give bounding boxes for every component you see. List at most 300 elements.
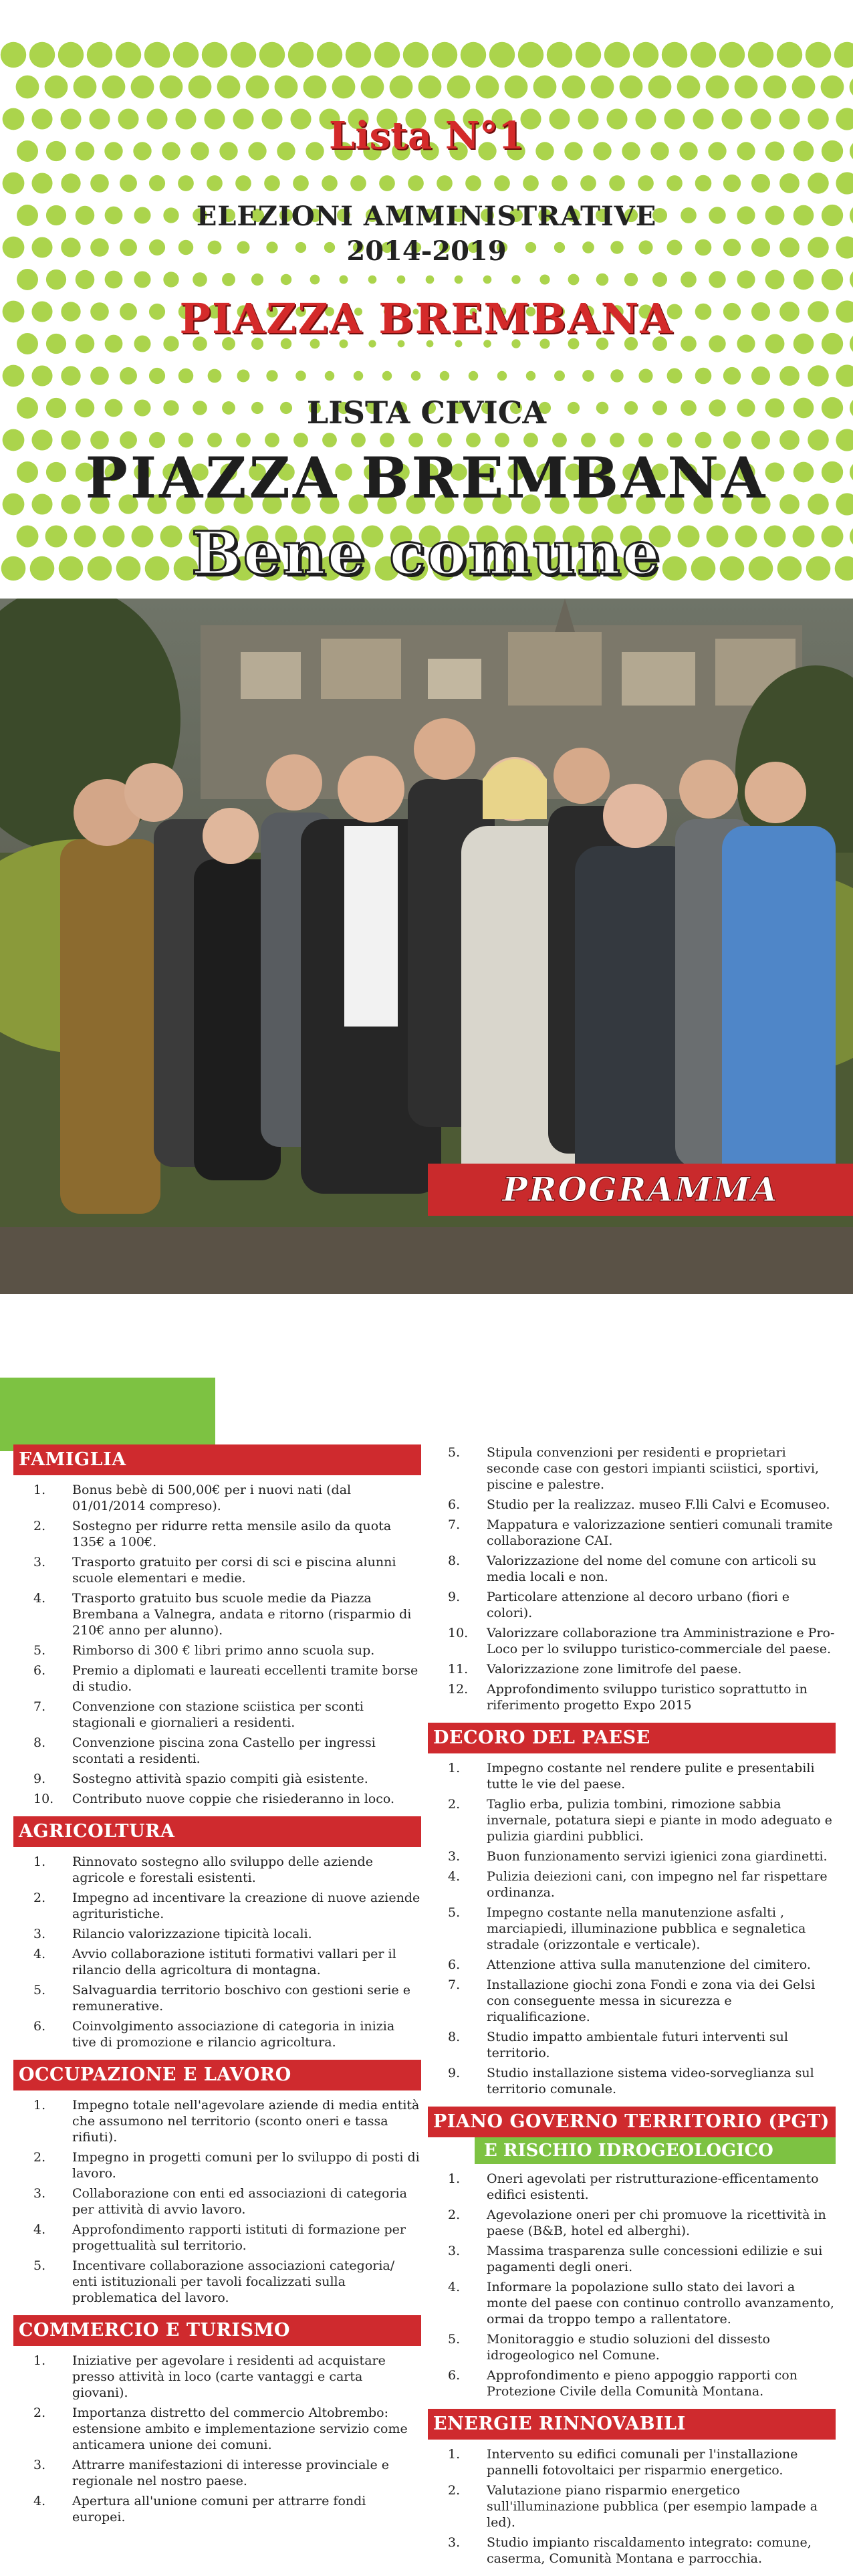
green-dot <box>231 42 256 68</box>
program-item-text: Approfondimento sviluppo turistico soprattutto in riferimento progetto Expo 2015 <box>487 1682 808 1713</box>
commercio-turismo-continuation <box>428 1444 836 1713</box>
program-item <box>13 2018 421 2050</box>
green-dot <box>207 175 223 191</box>
green-dot <box>763 76 787 99</box>
program-item-number: 12. <box>448 1682 469 1697</box>
green-dot <box>834 42 853 68</box>
program-item-number: 3. <box>33 1555 46 1570</box>
program-item-text: Massima trasparenza sulle concessioni edilizie e sui pagamenti degli oneri. <box>487 2244 823 2274</box>
program-item-number: 7. <box>448 1977 461 1992</box>
program-item <box>13 2353 421 2401</box>
program-item <box>428 2207 836 2239</box>
election-years: 2014-2019 <box>346 235 507 267</box>
program-item <box>13 1699 421 1731</box>
program-item-number: 10. <box>33 1792 54 1806</box>
section-heading: COMMERCIO E TURISMO <box>13 2315 421 2346</box>
program-item <box>428 1681 836 1713</box>
green-dot <box>706 76 729 99</box>
section-heading: PIANO GOVERNO TERRITORIO (PGT) <box>428 2107 836 2137</box>
green-dot <box>61 366 80 385</box>
program-item <box>428 1517 836 1549</box>
program-item <box>428 2367 836 2399</box>
program-item <box>428 1589 836 1621</box>
program-section <box>13 2315 421 2525</box>
green-dot <box>461 42 486 68</box>
green-dot <box>90 174 109 193</box>
green-dot <box>418 76 442 99</box>
green-dot <box>691 42 716 68</box>
program-item-number: 5. <box>448 2332 461 2347</box>
green-dot <box>178 368 193 383</box>
green-dot <box>149 368 165 384</box>
program-item-text: Studio impatto ambientale futuri interventi sul territorio. <box>487 2030 788 2060</box>
green-dot <box>45 76 68 99</box>
program-item-text: Intervento su edifici comunali per l'installazione pannelli fotovoltaici per risparmio energetico. <box>487 2447 798 2478</box>
program-item <box>428 1625 836 1657</box>
green-dot <box>350 175 366 191</box>
green-dot <box>3 173 25 195</box>
program-item-text: Studio impianto riscaldamento integrato: comune, caserma, Comunità Montana e parrocchia. <box>487 2535 812 2566</box>
program-item-text: Stipula convenzioni per residenti e proprietari seconde case con gestori impianti sciistici, sportivi, piscine e palestre. <box>487 1445 819 1492</box>
program-item-number: 6. <box>448 1497 461 1512</box>
program-item-text: Premio a diplomati e laureati eccellenti tramite borse di studio. <box>72 1663 418 1694</box>
program-item-number: 3. <box>448 1849 461 1864</box>
green-dot <box>582 370 594 382</box>
green-dot <box>609 175 625 191</box>
green-dot <box>494 175 510 191</box>
green-dot <box>751 366 770 385</box>
program-item <box>13 1926 421 1942</box>
program-item-text: Studio per la realizzaz. museo F.lli Calvi e Ecomuseo. <box>487 1497 830 1512</box>
green-dot <box>748 42 773 68</box>
program-item-number: 6. <box>33 2019 46 2034</box>
program-item-text: Importanza distretto del commercio Altobrembo: estensione ambito e implementazione servizio come anticamera unione dei comuni. <box>72 2405 408 2452</box>
green-dot <box>850 76 853 99</box>
green-dot <box>58 42 84 68</box>
program-item <box>428 2279 836 2327</box>
program-item-number: 1. <box>33 1483 46 1497</box>
green-dot <box>31 173 52 193</box>
green-dot <box>794 270 814 290</box>
green-dot <box>765 270 785 290</box>
green-tab <box>0 1378 215 1451</box>
program-item-number: 4. <box>448 2280 461 2294</box>
program-item <box>13 1590 421 1638</box>
program-item-text: Valorizzare collaborazione tra Amministrazione e Pro-Loco per lo sviluppo turistico-commerciale del paese. <box>487 1626 835 1656</box>
green-dot <box>677 76 701 99</box>
green-dot <box>131 76 154 99</box>
green-dot <box>638 368 652 383</box>
green-dot <box>777 42 802 68</box>
green-dot <box>259 42 285 68</box>
green-dot <box>411 371 420 381</box>
green-dot <box>465 175 481 191</box>
program-item-number: 4. <box>33 1947 46 1961</box>
program-item-number: 3. <box>33 2186 46 2201</box>
green-dot <box>116 42 141 68</box>
green-dot <box>293 175 309 191</box>
program-item <box>13 1735 421 1767</box>
green-dot <box>432 42 457 68</box>
green-dot <box>662 42 687 68</box>
program-item-text: Contributo nuove coppie che risiederanno in loco. <box>72 1792 395 1806</box>
green-dot <box>836 172 853 194</box>
green-dot <box>497 371 507 381</box>
green-dot <box>638 175 654 191</box>
green-dot <box>808 365 829 387</box>
green-dot <box>3 365 25 387</box>
program-item-text: Iniziative per agevolare i residenti ad acquistare presso attività in loco (carte vantaggi e carta giovani). <box>72 2353 386 2400</box>
program-item-text: Approfondimento rapporti istituti di formazione per progettualità sul territorio. <box>72 2222 406 2253</box>
program-item-number: 2. <box>448 2483 461 2498</box>
program-item-number: 10. <box>448 1626 469 1640</box>
green-dot <box>120 175 137 192</box>
green-dot <box>208 369 222 383</box>
program-item <box>13 2457 421 2489</box>
program-item <box>428 1553 836 1585</box>
program-item-text: Taglio erba, pulizia tombini, rimozione sabbia invernale, potatura siepi e piante in modo adeguato e pulizia giardini pubblici. <box>487 1797 832 1844</box>
program-item-text: Valorizzazione zone limitrofe del paese. <box>487 1662 742 1677</box>
section-heading: ENERGIE RINNOVABILI <box>428 2409 836 2440</box>
program-item-text: Impegno costante nel rendere pulite e presentabili tutte le vie del paese. <box>487 1761 815 1792</box>
program-item-number: 3. <box>33 2458 46 2472</box>
green-dot <box>295 370 306 381</box>
program-section <box>428 2409 836 2567</box>
green-dot <box>382 371 392 381</box>
green-dot <box>76 270 95 290</box>
program-item <box>428 2243 836 2275</box>
green-dot <box>303 76 327 99</box>
green-dot <box>149 175 165 191</box>
program-item-text: Oneri agevolati per ristrutturazione-efficentamento edifici esistenti. <box>487 2171 819 2202</box>
program-item-number: 1. <box>33 1854 46 1869</box>
green-dot <box>489 42 515 68</box>
program-item-text: Mappatura e valorizzazione sentieri comunali tramite collaborazione CAI. <box>487 1517 833 1548</box>
program-item <box>428 2029 836 2061</box>
program-item-number: 2. <box>33 2405 46 2420</box>
green-dot <box>822 269 843 290</box>
program-item-number: 7. <box>448 1517 461 1532</box>
green-dot <box>325 371 334 381</box>
program-item-number: 5. <box>33 1983 46 1998</box>
program-item <box>13 2405 421 2453</box>
program-item-text: Impegno in progetti comuni per lo sviluppo di posti di lavoro. <box>72 2150 420 2181</box>
green-dot <box>596 274 609 286</box>
green-dot <box>390 76 413 99</box>
program-item-number: 3. <box>448 2535 461 2550</box>
program-item-text: Rilancio valorizzazione tipicità locali. <box>72 1927 312 1941</box>
program-item-text: Monitoraggio e studio soluzioni del dissesto idrogeologico nel Comune. <box>487 2332 770 2363</box>
green-dot <box>695 175 712 192</box>
green-dot <box>620 76 643 99</box>
program-item <box>428 2446 836 2478</box>
green-dot <box>483 276 492 284</box>
program-item-text: Impegno costante nella manutenzione asfalti , marciapiedi, illuminazione pubblica e segnaletica stradale (orizzontale e verticale). <box>487 1905 806 1952</box>
program-item-number: 1. <box>448 2447 461 2462</box>
program-item-number: 1. <box>448 2171 461 2186</box>
program-right-column <box>428 1444 836 2576</box>
program-item-number: 8. <box>33 1735 46 1750</box>
green-dot <box>624 273 638 286</box>
green-dot <box>723 175 741 192</box>
program-item <box>428 1977 836 2025</box>
program-item-text: Attenzione attiva sulla manutenzione del cimitero. <box>487 1957 811 1972</box>
section-heading: AGRICOLTURA <box>13 1816 421 1847</box>
program-item <box>428 1796 836 1844</box>
program-item-number: 7. <box>33 1699 46 1714</box>
program-item-number: 1. <box>33 2353 46 2368</box>
programma-banner: PROGRAMMA <box>428 1164 853 1216</box>
green-dot <box>17 269 38 290</box>
green-dot <box>666 175 683 191</box>
green-dot <box>719 42 745 68</box>
program-item <box>13 1518 421 1550</box>
program-item-number: 2. <box>33 2150 46 2165</box>
program-item <box>428 2171 836 2203</box>
program-item-number: 4. <box>33 2494 46 2508</box>
green-dot <box>217 76 241 99</box>
program-item-number: 2. <box>33 1519 46 1533</box>
program-item-text: Rimborso di 300 € libri primo anno scuola sup. <box>72 1643 375 1658</box>
program-item-text: Agevolazione oneri per chi promuove la ricettività in paese (B&B, hotel ed alberghi). <box>487 2208 826 2238</box>
green-dot <box>189 76 212 99</box>
program-item-number: 11. <box>448 1662 469 1677</box>
green-dot <box>667 368 683 384</box>
program-item-text: Convenzione con stazione sciistica per sconti stagionali e giornalieri a residenti. <box>72 1699 364 1730</box>
green-dot <box>403 42 429 68</box>
green-dot <box>779 366 800 386</box>
program-left-column <box>13 1444 421 2535</box>
green-dot <box>87 42 112 68</box>
green-dot <box>354 371 363 381</box>
green-dot <box>322 175 338 191</box>
program-item <box>13 1854 421 1886</box>
green-dot <box>455 276 463 284</box>
green-dot <box>547 42 572 68</box>
program-item-text: Incentivare collaborazione associazioni categoria/ enti istituzionali per tavoli focalizzati sulla problematica del lavoro. <box>72 2258 395 2305</box>
program-item <box>13 1662 421 1695</box>
green-dot <box>31 365 52 386</box>
program-item <box>13 1946 421 1978</box>
section-heading: FAMIGLIA <box>13 1444 421 1475</box>
program-item-number: 2. <box>448 2208 461 2222</box>
green-dot <box>806 42 831 68</box>
program-item-number: 5. <box>448 1445 461 1460</box>
green-dot <box>173 42 199 68</box>
program-item <box>13 1982 421 2014</box>
green-dot <box>723 367 741 385</box>
green-dot <box>737 270 755 288</box>
program-item-text: Installazione giochi zona Fondi e zona via dei Gelsi con conseguente messa in sicurezza e riqualificazione. <box>487 1977 816 2024</box>
program-item <box>428 1497 836 1513</box>
program-item-text: Sostegno per ridurre retta mensile asilo da quota 135€ a 100€. <box>72 1519 392 1549</box>
program-item-text: Particolare attenzione al decoro urbano (fiori e colori). <box>487 1590 790 1620</box>
program-item-text: Sostegno attività spazio compiti già esistente. <box>72 1772 368 1786</box>
program-item <box>13 2185 421 2218</box>
program-item-number: 4. <box>448 1869 461 1884</box>
section-heading: DECORO DEL PAESE <box>428 1723 836 1753</box>
green-dot <box>193 272 207 287</box>
green-dot <box>447 76 471 99</box>
program-item-text: Trasporto gratuito per corsi di sci e piscina alunni scuole elementari e medie. <box>72 1555 396 1586</box>
program-item-number: 4. <box>33 2222 46 2237</box>
program-item <box>13 1482 421 1514</box>
program-item <box>13 2097 421 2145</box>
green-dot <box>332 76 356 99</box>
program-item-text: Impegno ad incentivare la creazione di nuove aziende agrituristiche. <box>72 1891 420 1921</box>
green-dot <box>61 173 80 193</box>
green-dot <box>505 76 528 99</box>
green-dot <box>562 76 586 99</box>
program-item <box>428 1760 836 1792</box>
program-item-text: Pulizia deiezioni cani, con impegno nel far rispettare ordinanza. <box>487 1869 828 1900</box>
green-dot <box>440 371 449 381</box>
program-item <box>428 1868 836 1901</box>
program-section <box>428 2107 836 2399</box>
program-item <box>428 1905 836 1953</box>
program-item <box>13 1890 421 1922</box>
program-item-number: 9. <box>33 1772 46 1786</box>
program-item-text: Buon funzionamento servizi igienici zona giardinetti. <box>487 1849 828 1864</box>
green-dot <box>317 42 342 68</box>
green-dot <box>246 76 269 99</box>
program-item <box>13 2258 421 2306</box>
program-item-number: 6. <box>448 2368 461 2383</box>
cover <box>0 0 853 599</box>
green-dot <box>346 42 371 68</box>
program-item <box>13 1554 421 1586</box>
green-dot <box>178 175 194 191</box>
green-dot <box>709 271 725 288</box>
green-dot <box>120 367 137 385</box>
program-item-text: Convenzione piscina zona Castello per ingressi scontati a residenti. <box>72 1735 376 1766</box>
green-dot <box>288 42 314 68</box>
program-item-text: Approfondimento e pieno appoggio rapporti con Protezione Civile della Comunità Montana. <box>487 2368 798 2399</box>
program-item-text: Bonus bebè di 500,00€ per i nuovi nati (dal 01/01/2014 compreso). <box>72 1483 352 1513</box>
green-dot <box>580 175 596 191</box>
green-dot <box>591 76 614 99</box>
green-dot <box>408 175 424 191</box>
lista-name: PIAZZA BREMBANA <box>85 445 768 511</box>
green-dot <box>251 274 263 286</box>
program-item-number: 8. <box>448 2030 461 2044</box>
green-dot <box>202 42 227 68</box>
program-item-text: Coinvolgimento associazione di categoria in inizia tive di promozione e rilancio agricoltura. <box>72 2019 395 2050</box>
program-item-text: Apertura all'unione comuni per attrarre fondi europei. <box>72 2494 366 2525</box>
green-dot <box>523 175 539 191</box>
lista-number: Lista N°1 <box>329 114 524 158</box>
green-dot <box>511 275 520 284</box>
green-dot <box>437 175 453 191</box>
green-dot <box>1 42 26 68</box>
green-dot <box>222 273 235 286</box>
program-item-text: Salvaguardia territorio boschivo con gestioni serie e remunerative. <box>72 1983 410 2014</box>
program-item-text: Valorizzazione del nome del comune con articoli su media locali e non. <box>487 1553 816 1584</box>
green-dot <box>652 272 667 287</box>
program-item-text: Rinnovato sostegno allo sviluppo delle aziende agricole e forestali esistenti. <box>72 1854 373 1885</box>
program-item-number: 3. <box>448 2244 461 2258</box>
program-item-number: 8. <box>448 1553 461 1568</box>
program-item <box>13 2149 421 2181</box>
program-item-number: 3. <box>33 1927 46 1941</box>
program-item <box>428 1661 836 1677</box>
program-item <box>428 1848 836 1864</box>
program-item-text: Trasporto gratuito bus scuole medie da Piazza Brembana a Valnegra, andata e ritorno (risparmio di 210€ anno per alunno). <box>72 1591 412 1638</box>
green-dot <box>610 369 623 382</box>
green-dot <box>779 173 800 193</box>
program-item-text: Valutazione piano risparmio energetico sull'illuminazione pubblica (per esempio lampade a led). <box>487 2483 818 2530</box>
program-item-number: 2. <box>33 1891 46 1905</box>
green-dot <box>576 42 601 68</box>
green-dot <box>374 42 400 68</box>
program-item-text: Impegno totale nell'agevolare aziende di media entità che assumono nel territorio (sconto oneri e tassa rifiuti). <box>72 2098 420 2145</box>
green-dot <box>735 76 758 99</box>
program-item <box>13 1791 421 1807</box>
green-dot <box>426 276 435 284</box>
green-dot <box>134 271 150 288</box>
green-dot <box>160 76 183 99</box>
cover-top-band <box>0 0 853 41</box>
program-item-text: Collaborazione con enti ed associazioni di categoria per attività di avvio lavoro. <box>72 2186 407 2217</box>
program-item-number: 1. <box>448 1761 461 1776</box>
green-dot <box>808 173 829 194</box>
green-dot <box>850 268 853 291</box>
green-dot <box>102 76 126 99</box>
program-item <box>428 1444 836 1493</box>
green-dot <box>648 76 672 99</box>
program-item-number: 5. <box>33 1643 46 1658</box>
section-subheading: E RISCHIO IDROGEOLOGICO <box>475 2137 836 2164</box>
green-dot <box>340 276 348 284</box>
green-dot <box>533 76 557 99</box>
program-section <box>428 1723 836 2097</box>
program-item-number: 9. <box>448 2066 461 2080</box>
lista-civica-label: LISTA CIVICA <box>306 395 547 431</box>
program-item-text: Attrarre manifestazioni di interesse provinciale e regionale nel nostro paese. <box>72 2458 390 2488</box>
green-dot <box>281 274 291 285</box>
program-item <box>13 1642 421 1658</box>
green-dot <box>235 175 251 191</box>
green-dot <box>604 42 630 68</box>
program-item-number: 1. <box>33 2098 46 2113</box>
lista-slogan: Bene comune <box>191 518 662 588</box>
green-dot <box>74 76 97 99</box>
green-dot <box>397 276 406 284</box>
green-dot <box>144 42 170 68</box>
green-dot <box>552 175 568 191</box>
program-item-text: Informare la popolazione sullo stato dei lavori a monte del paese con continuo controllo avanzamento, ormai da troppo tempo a rallentatore. <box>487 2280 834 2327</box>
green-dot <box>16 76 39 99</box>
program-item-number: 5. <box>448 1905 461 1920</box>
program-item-text: Avvio collaborazione istituti formativi vallari per il rilancio della agricoltura di montagna. <box>72 1947 396 1977</box>
green-dot <box>821 76 844 99</box>
green-dot <box>751 174 770 193</box>
program-item <box>428 2482 836 2531</box>
program-item <box>13 1771 421 1787</box>
green-dot <box>163 272 178 287</box>
green-dot <box>266 370 277 381</box>
program-item-number: 9. <box>448 1590 461 1604</box>
program-item <box>428 2331 836 2363</box>
green-dot <box>836 364 853 387</box>
green-dot <box>476 76 499 99</box>
green-dot <box>633 42 658 68</box>
green-dot <box>237 370 250 383</box>
program-section <box>13 2060 421 2306</box>
green-dot <box>368 276 377 284</box>
program-section <box>13 1444 421 1807</box>
group-photo <box>0 599 853 1294</box>
